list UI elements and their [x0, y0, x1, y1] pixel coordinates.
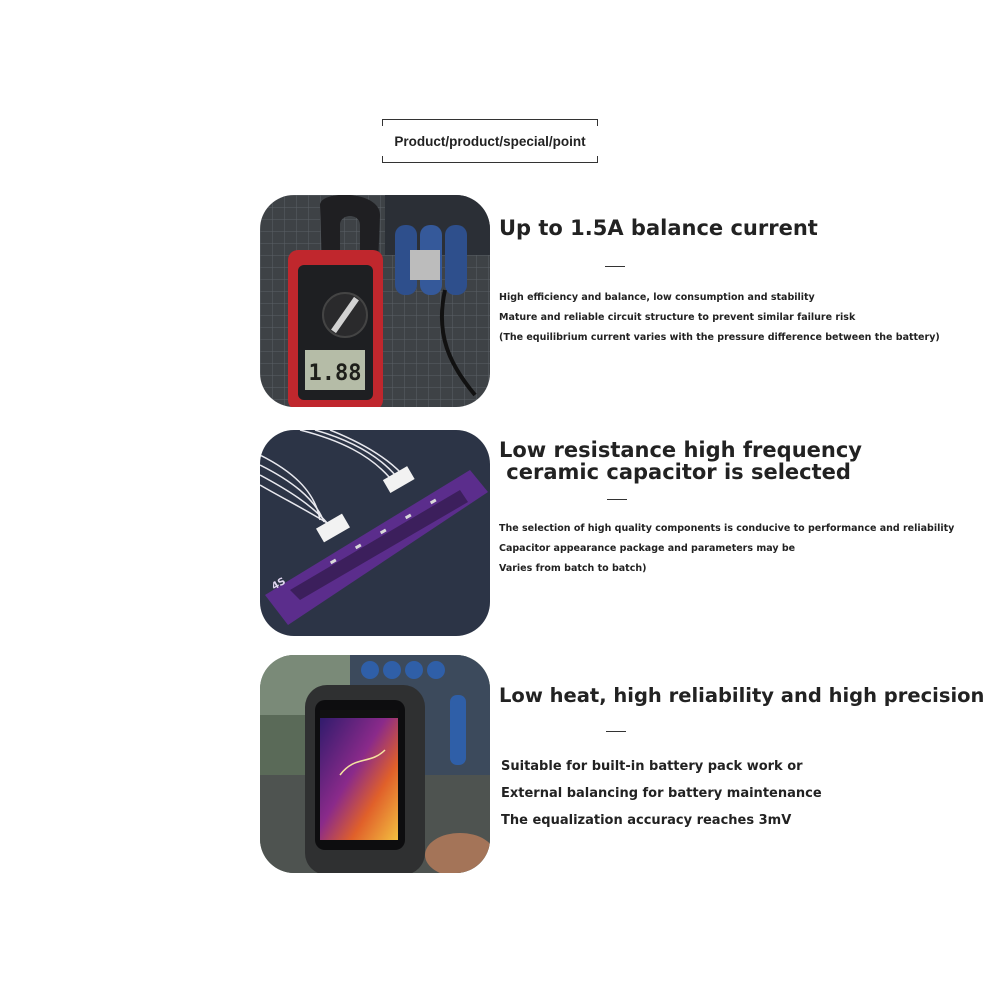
- thermal-camera-photo: [260, 655, 490, 873]
- board-label: 4S: [270, 575, 288, 593]
- section-header: [382, 119, 598, 163]
- meter-reading: 1.88: [308, 361, 362, 386]
- pcb-board-photo: [260, 430, 490, 636]
- feature-2-title-line-1: Low resistance high frequency: [499, 438, 862, 462]
- section-title: Product/product/special/point: [394, 133, 586, 149]
- feature-3-divider: [606, 731, 626, 732]
- feature-3-title: Low heat, high reliability and high precision: [499, 684, 985, 707]
- feature-1-title: Up to 1.5A balance current: [499, 216, 818, 240]
- feature-2-line-1: The selection of high quality components is conducive to performance and reliability: [499, 523, 955, 534]
- feature-2-divider: [607, 499, 627, 500]
- feature-1-divider: [605, 266, 625, 267]
- feature-3-line-2: External balancing for battery maintenance: [501, 786, 822, 801]
- feature-1-line-2: Mature and reliable circuit structure to prevent similar failure risk: [499, 312, 856, 323]
- feature-1-line-3: (The equilibrium current varies with the pressure difference between the battery): [499, 332, 940, 343]
- feature-2-line-2: Capacitor appearance package and parameters may be: [499, 543, 796, 554]
- feature-1-line-1: High efficiency and balance, low consumption and stability: [499, 292, 815, 303]
- feature-3-line-1: Suitable for built-in battery pack work or: [501, 759, 803, 774]
- clamp-meter-photo: [260, 195, 490, 407]
- feature-2-line-3: Varies from batch to batch): [499, 563, 647, 574]
- feature-3-line-3: The equalization accuracy reaches 3mV: [501, 813, 792, 828]
- feature-2-title-line-2: ceramic capacitor is selected: [499, 460, 851, 484]
